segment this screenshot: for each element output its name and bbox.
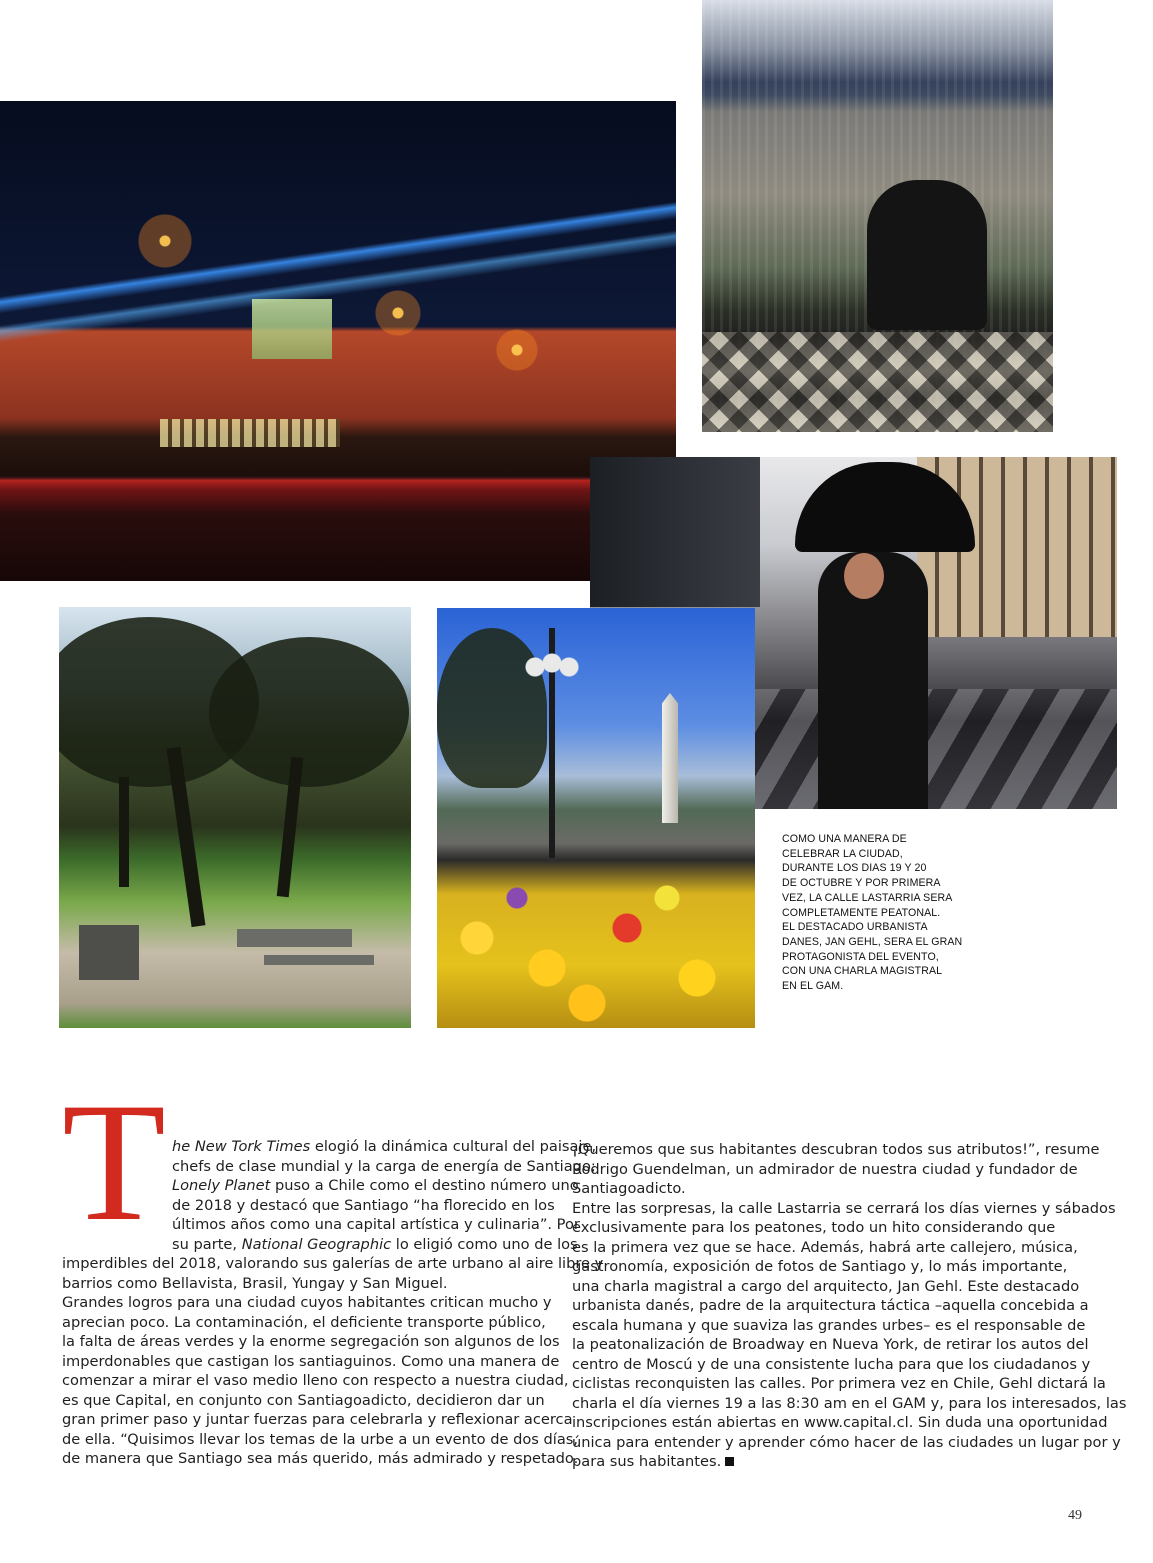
caption-line: EN EL GAM.	[782, 980, 844, 993]
body-line: escala humana y que suaviza las grandes urbes– es el responsable de	[572, 1316, 1086, 1334]
obelisk-flowers-photo	[437, 608, 755, 1028]
body-line: Santiagoadicto.	[572, 1180, 686, 1197]
tree	[437, 628, 547, 788]
body-line: su parte, National Geographic lo eligió como uno de los	[172, 1235, 578, 1253]
body-line: últimos años como una capital artística y culinaria”. Por	[172, 1216, 580, 1233]
photo-caption	[782, 832, 972, 994]
caption-line: CELEBRAR LA CIUDAD,	[782, 847, 903, 860]
tree-trunk	[119, 777, 129, 887]
obelisk	[662, 693, 678, 823]
body-line: aprecian poco. La contaminación, el deficiente transporte público,	[62, 1313, 546, 1331]
caption-line: VEZ, LA CALLE LASTARRIA SERA	[782, 891, 953, 904]
body-line: de ella. “Quisimos llevar los temas de la urbe a un evento de dos días,	[62, 1430, 579, 1448]
body-line: Rodrigo Guendelman, un admirador de nuestra ciudad y fundador de	[572, 1160, 1078, 1178]
picnic-table	[237, 929, 352, 947]
body-line: es la primera vez que se hace. Además, habrá arte callejero, música,	[572, 1238, 1078, 1256]
wet-pavement	[755, 689, 1117, 809]
caption-line: DE OCTUBRE Y POR PRIMERA	[782, 877, 941, 890]
body-line: barrios como Bellavista, Brasil, Yungay y San Miguel.	[62, 1274, 448, 1292]
caption-line: COMO UNA MANERA DE	[782, 833, 907, 845]
caption-line: DURANTE LOS DIAS 19 Y 20	[782, 862, 927, 875]
tree-canopy	[209, 637, 409, 787]
body-line: gran primer paso y juntar fuerzas para celebrarla y reflexionar acerca	[62, 1411, 573, 1428]
park-trees-photo	[59, 607, 411, 1028]
body-line: Entre las sorpresas, la calle Lastarria se cerrará los días viernes y sábados	[572, 1199, 1116, 1217]
lamp-head	[525, 653, 579, 681]
street-building-left	[590, 457, 760, 607]
body-line: ¡Queremos que sus habitantes descubran todos sus atributos!”, resume	[572, 1141, 1100, 1158]
caption-line: EL DESTACADO URBANISTA	[782, 921, 928, 934]
body-line: urbanista danés, padre de la arquitectura táctica –aquella concebida a	[572, 1297, 1089, 1314]
body-line: Lonely Planet puso a Chile como el destino número uno	[172, 1177, 579, 1194]
man-face	[844, 553, 884, 599]
body-line: charla el día viernes 19 a las 8:30 am en el GAM y, para los interesados, las	[572, 1394, 1127, 1412]
body-line: la peatonalización de Broadway en Nueva York, de retirar los autos del	[572, 1336, 1089, 1353]
drop-cap: T	[62, 1068, 166, 1256]
body-line-last: para sus habitantes.	[572, 1452, 1126, 1472]
night-building-photo	[0, 101, 676, 581]
body-line: es que Capital, en conjunto con Santiagoadicto, decidieron dar un	[62, 1391, 545, 1409]
body-line: centro de Moscú y de una consistente lucha para que los ciudadanos y	[572, 1355, 1091, 1373]
body-line: comenzar a mirar el vaso medio lleno con respecto a nuestra ciudad,	[62, 1372, 569, 1389]
caption-line: PROTAGONISTA DEL EVENTO,	[782, 950, 939, 963]
body-line: Grandes logros para una ciudad cuyos habitantes critican mucho y	[62, 1294, 552, 1311]
picnic-bench	[264, 955, 374, 965]
lit-facade	[160, 419, 340, 447]
body-line: chefs de clase mundial y la carga de energía de Santiago;	[172, 1157, 596, 1175]
article-column-left	[62, 1137, 603, 1469]
stone-bench	[79, 925, 139, 980]
people-silhouette	[867, 180, 987, 330]
body-line: una charla magistral a cargo del arquitecto, Jan Gehl. Este destacado	[572, 1277, 1080, 1295]
checkered-floor	[702, 332, 1053, 432]
body-line: exclusivamente para los peatones, todo un hito considerando que	[572, 1219, 1056, 1236]
body-line: de 2018 y destacó que Santiago “ha florecido en los	[172, 1196, 555, 1214]
body-line: gastronomía, exposición de fotos de Santiago y, lo más importante,	[572, 1258, 1068, 1275]
body-line: inscripciones están abiertas en www.capital.cl. Sin duda una oportunidad	[572, 1414, 1108, 1431]
body-line: ciclistas reconquisten las calles. Por primera vez en Chile, Gehl dictará la	[572, 1375, 1106, 1392]
caption-line: COMPLETAMENTE PEATONAL.	[782, 906, 941, 919]
caption-line: DANES, JAN GEHL, SERA EL GRAN	[782, 935, 963, 948]
end-of-article-mark	[725, 1457, 734, 1466]
article-column-right	[572, 1140, 1126, 1472]
body-line: única para entender y aprender cómo hacer de las ciudades un lugar por y	[572, 1433, 1121, 1451]
body-line: imperdonables que castigan los santiaguinos. Como una manera de	[62, 1352, 560, 1370]
caption-line: CON UNA CHARLA MAGISTRAL	[782, 965, 943, 978]
page-number: 49	[1068, 1508, 1082, 1523]
lit-window	[252, 299, 332, 359]
body-line: la falta de áreas verdes y la enorme segregación son algunos de los	[62, 1333, 560, 1350]
body-line: de manera que Santiago sea más querido, más admirado y respetado.	[62, 1450, 579, 1467]
city-view-photo	[702, 0, 1053, 432]
body-line: he New Tork Times elogió la dinámica cultural del paisaje,	[172, 1138, 597, 1155]
body-line: imperdibles del 2018, valorando sus galerías de arte urbano al aire libre y	[62, 1255, 604, 1272]
